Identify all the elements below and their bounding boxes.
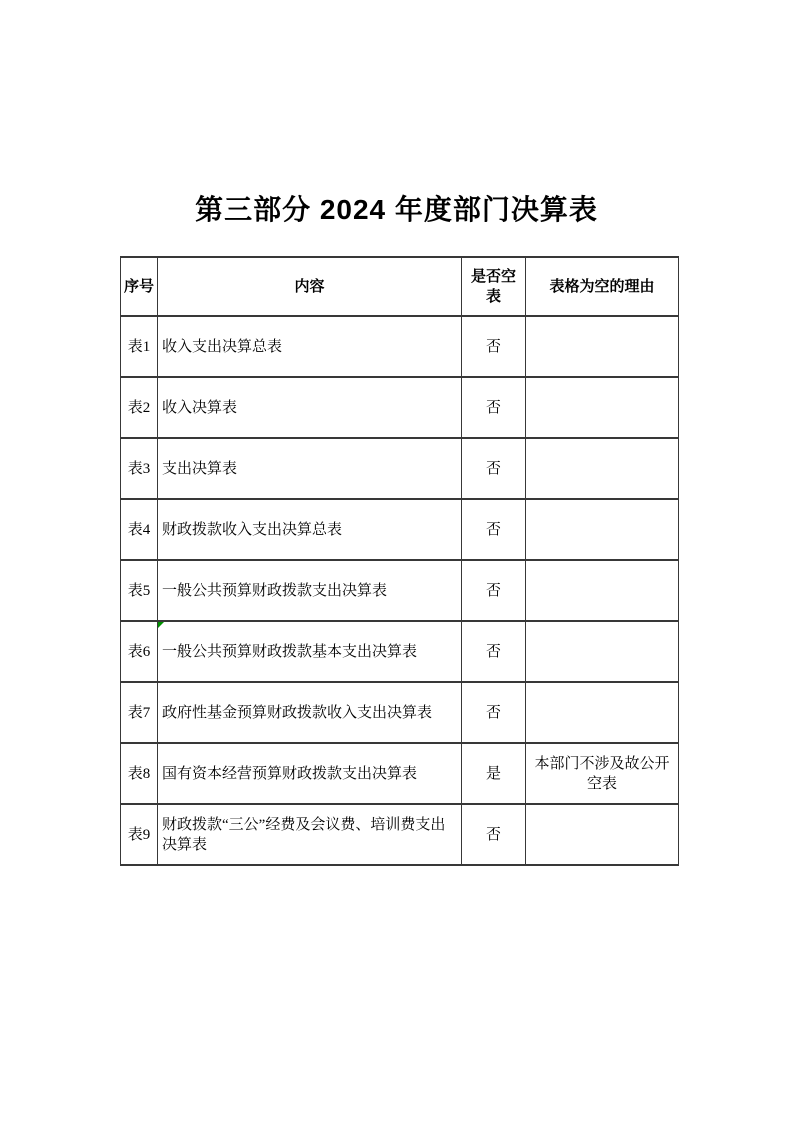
row-is-empty: 否 xyxy=(462,316,526,377)
row-is-empty: 否 xyxy=(462,682,526,743)
row-reason xyxy=(526,499,679,560)
row-number: 表6 xyxy=(121,621,158,682)
row-content: 财政拨款收入支出决算总表 xyxy=(158,499,462,560)
row-content: 财政拨款“三公”经费及会议费、培训费支出决算表 xyxy=(158,804,462,865)
row-reason xyxy=(526,804,679,865)
row-content: 收入支出决算总表 xyxy=(158,316,462,377)
row-number: 表1 xyxy=(121,316,158,377)
table-row xyxy=(121,560,679,621)
table-row xyxy=(121,682,679,743)
row-content-text: 一般公共预算财政拨款基本支出决算表 xyxy=(162,643,418,660)
row-number: 表2 xyxy=(121,377,158,438)
row-is-empty: 否 xyxy=(462,621,526,682)
header-content: 内容 xyxy=(158,257,462,316)
table-row xyxy=(121,316,679,377)
row-reason xyxy=(526,621,679,682)
page-title: 第三部分 2024 年度部门决算表 xyxy=(195,194,598,225)
table-row xyxy=(121,377,679,438)
row-is-empty: 否 xyxy=(462,377,526,438)
row-number: 表9 xyxy=(121,804,158,865)
header-reason: 表格为空的理由 xyxy=(526,257,679,316)
row-number: 表5 xyxy=(121,560,158,621)
row-reason xyxy=(526,560,679,621)
table-row xyxy=(121,438,679,499)
row-content: 支出决算表 xyxy=(158,438,462,499)
row-reason xyxy=(526,377,679,438)
row-number: 表8 xyxy=(121,743,158,804)
table-header-row xyxy=(121,257,679,316)
table-row xyxy=(121,499,679,560)
row-number: 表7 xyxy=(121,682,158,743)
cell-comment-marker-icon xyxy=(158,622,164,628)
table-row xyxy=(121,804,679,865)
row-reason xyxy=(526,316,679,377)
header-is-empty: 是否空表 xyxy=(462,257,526,316)
row-content: 收入决算表 xyxy=(158,377,462,438)
row-reason xyxy=(526,438,679,499)
row-content: 国有资本经营预算财政拨款支出决算表 xyxy=(158,743,462,804)
row-content xyxy=(158,621,462,682)
table-row xyxy=(121,743,679,804)
row-is-empty: 否 xyxy=(462,438,526,499)
row-content: 一般公共预算财政拨款支出决算表 xyxy=(158,560,462,621)
row-is-empty: 否 xyxy=(462,499,526,560)
row-number: 表3 xyxy=(121,438,158,499)
row-reason: 本部门不涉及故公开空表 xyxy=(526,743,679,804)
row-is-empty: 否 xyxy=(462,804,526,865)
header-seq: 序号 xyxy=(121,257,158,316)
row-is-empty: 否 xyxy=(462,560,526,621)
row-number: 表4 xyxy=(121,499,158,560)
accounts-table xyxy=(120,256,679,866)
row-reason xyxy=(526,682,679,743)
table-row xyxy=(121,621,679,682)
row-content: 政府性基金预算财政拨款收入支出决算表 xyxy=(158,682,462,743)
row-is-empty: 是 xyxy=(462,743,526,804)
